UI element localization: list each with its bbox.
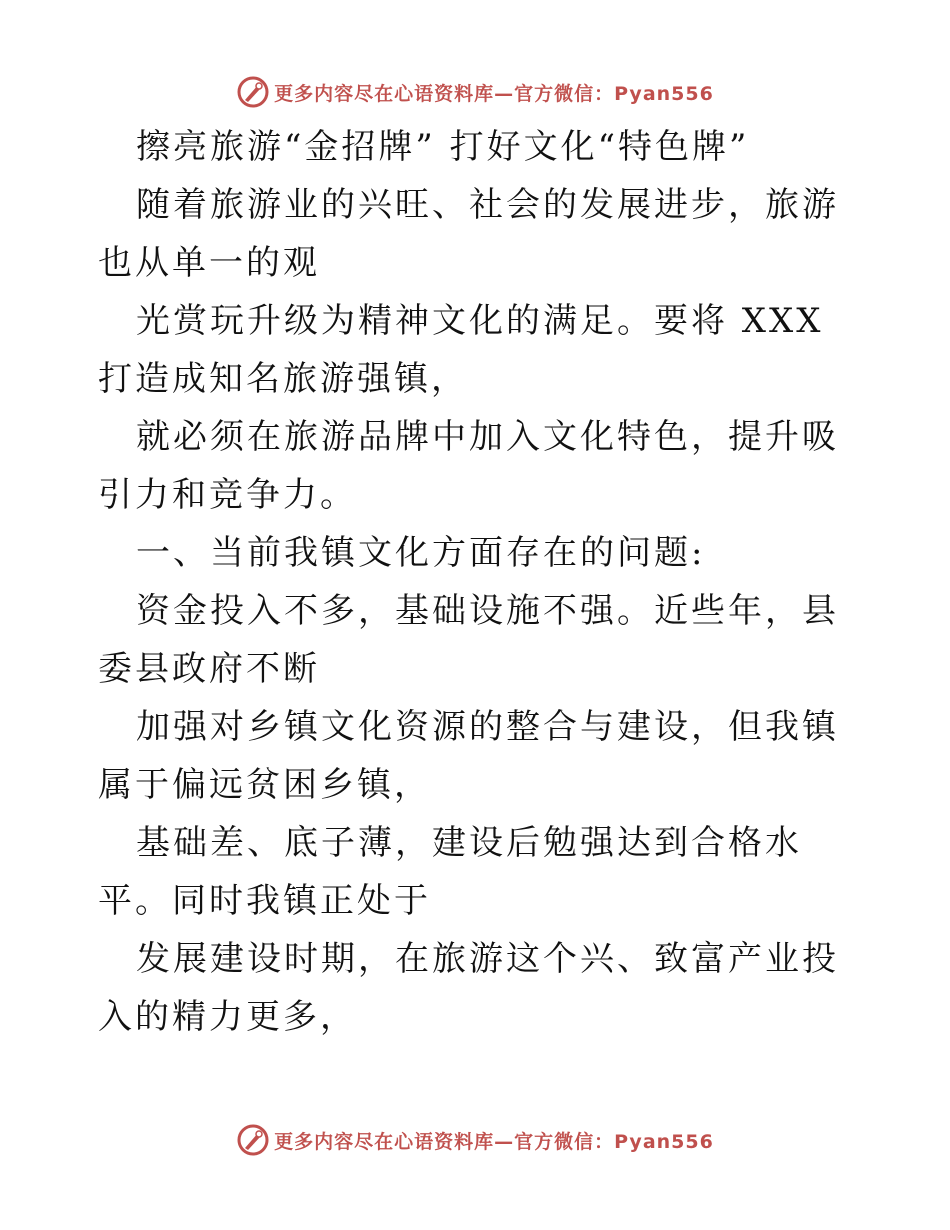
section-heading: 一、当前我镇文化方面存在的问题: [136, 533, 706, 573]
paragraph: 加强对乡镇文化资源的整合与建设，但我镇属于偏远贫困乡镇， [98, 707, 839, 805]
footer-banner [0, 1120, 950, 1160]
banner-text: 更多内容尽在心语资料库—官方微信：Pyan556 [274, 1130, 714, 1153]
paragraph: 资金投入不多，基础设施不强。近些年，县委县政府不断 [98, 591, 839, 689]
paragraph: 光赏玩升级为精神文化的满足。要将 XXX 打造成知名旅游强镇， [98, 301, 824, 399]
paragraph: 随着旅游业的兴旺、社会的发展进步，旅游也从单一的观 [98, 185, 839, 283]
document-title: 擦亮旅游“金招牌” 打好文化“特色牌” [136, 127, 750, 167]
pen-logo-icon [236, 75, 270, 109]
paragraph: 发展建设时期，在旅游这个兴、致富产业投入的精力更多， [98, 939, 839, 1037]
banner-text: 更多内容尽在心语资料库—官方微信：Pyan556 [274, 82, 714, 105]
pen-logo-icon [236, 1123, 270, 1157]
document-body [98, 118, 858, 1046]
paragraph: 就必须在旅游品牌中加入文化特色，提升吸引力和竞争力。 [98, 417, 839, 515]
paragraph: 基础差、底子薄，建设后勉强达到合格水平。同时我镇正处于 [98, 823, 802, 921]
header-banner [0, 72, 950, 112]
